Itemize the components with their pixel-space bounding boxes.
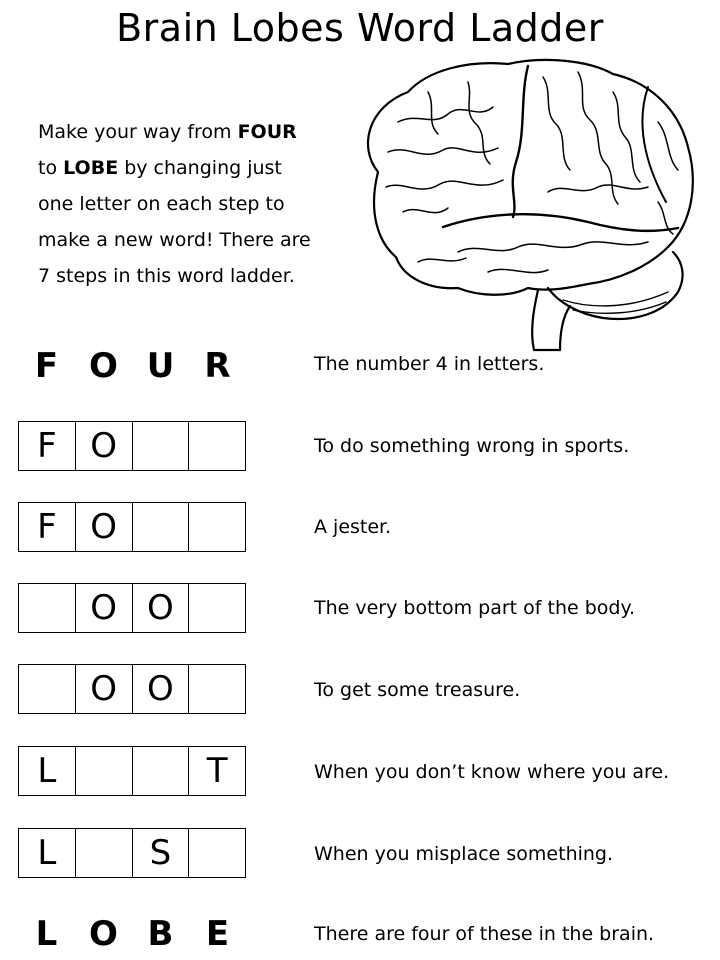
instructions (38, 114, 368, 294)
instructions-line-4: make a new word! There are (38, 229, 311, 251)
letter-box[interactable]: F (19, 422, 76, 470)
clue-4: The very bottom part of the body. (314, 597, 636, 619)
start-word-letters (18, 340, 248, 392)
ladder-rung-3 (18, 502, 248, 554)
ladder-rung-5 (18, 664, 248, 716)
letter: R (204, 346, 231, 386)
clue-7: When you misplace something. (314, 843, 614, 865)
letter-box[interactable]: O (133, 584, 190, 632)
page-title: Brain Lobes Word Ladder (116, 6, 604, 50)
letter: F (34, 346, 59, 386)
letter-box[interactable]: T (206, 751, 228, 791)
letter-box[interactable] (133, 747, 190, 795)
clue-3: A jester. (314, 516, 392, 538)
letter-box[interactable]: O (76, 503, 133, 551)
letter-box[interactable]: O (76, 665, 133, 713)
letter-boxes (18, 502, 246, 552)
letter-boxes (18, 583, 246, 633)
letter: U (146, 346, 175, 386)
letter-boxes (18, 828, 246, 878)
letter: O (89, 346, 118, 386)
ladder-rung-2 (18, 421, 248, 473)
instructions-line-5: 7 steps in this word ladder. (38, 265, 295, 287)
letter: O (89, 914, 118, 954)
letter-box[interactable]: F (19, 503, 76, 551)
letter-box[interactable] (189, 422, 245, 470)
letter-box[interactable] (133, 422, 190, 470)
letter: E (205, 914, 230, 954)
letter: L (35, 914, 58, 954)
clue-8: There are four of these in the brain. (314, 923, 655, 945)
letter-box[interactable] (19, 584, 76, 632)
ladder-rung-4 (18, 583, 248, 635)
letter: B (147, 914, 174, 954)
letter-box[interactable] (189, 665, 245, 713)
letter-boxes (18, 421, 246, 471)
letter-box[interactable] (133, 503, 190, 551)
instructions-line-1: Make your way from FOUR (38, 121, 297, 143)
ladder-rung-1 (18, 340, 248, 392)
letter-boxes (18, 664, 246, 714)
letter-box[interactable] (189, 584, 245, 632)
letter-box[interactable] (19, 665, 76, 713)
letter-box[interactable]: O (76, 584, 133, 632)
clue-2: To do something wrong in sports. (314, 435, 630, 457)
letter-box[interactable] (189, 829, 245, 877)
letter-boxes (18, 746, 246, 796)
start-word: FOUR (237, 121, 297, 143)
clue-6: When you don’t know where you are. (314, 761, 670, 783)
instructions-line-3: one letter on each step to (38, 193, 285, 215)
ladder-rung-7 (18, 828, 248, 880)
letter-box[interactable]: L (19, 747, 76, 795)
letter-box[interactable] (76, 829, 133, 877)
letter-box[interactable] (189, 503, 245, 551)
letter-box[interactable]: L (19, 829, 76, 877)
clue-5: To get some treasure. (314, 679, 521, 701)
letter-box[interactable]: O (133, 665, 190, 713)
clue-1: The number 4 in letters. (314, 353, 545, 375)
instructions-line-2: to LOBE by changing just (38, 157, 282, 179)
letter-box[interactable]: S (133, 829, 190, 877)
letter-box[interactable]: O (76, 422, 133, 470)
brain-illustration (348, 52, 700, 354)
letter-box[interactable] (76, 747, 133, 795)
end-word-letters (18, 908, 248, 960)
ladder-rung-8 (18, 908, 248, 960)
end-word: LOBE (63, 157, 119, 179)
ladder-rung-6 (18, 746, 248, 798)
